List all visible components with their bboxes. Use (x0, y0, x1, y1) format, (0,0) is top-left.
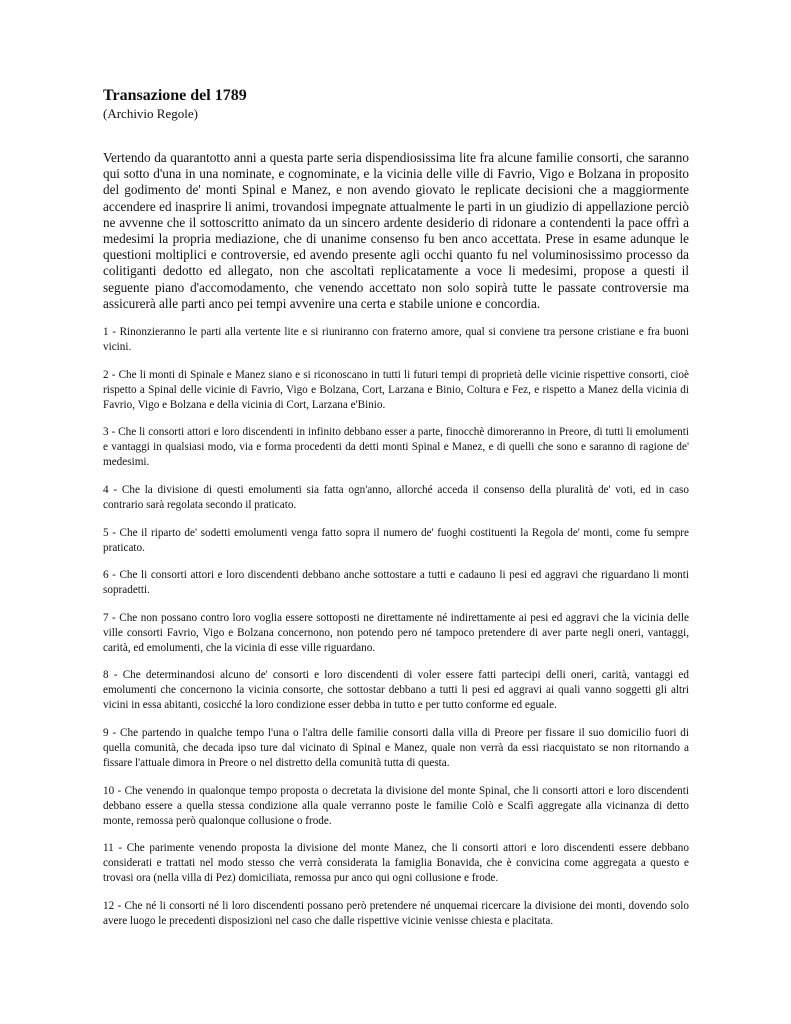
document-subtitle: (Archivio Regole) (103, 106, 198, 121)
clause-item: 1 - Rinonzieranno le parti alla vertente lite e si riuniranno con fraterno amore, qual si conviene tra persone cristiane e fra buoni vicini. (103, 326, 689, 354)
clause-item: 7 - Che non possano contro loro voglia essere sottoposti ne direttamente né indirettamente ai pesi ed aggravi che la vicinia delle ville consorti Favrio, Vigo e Bolzana concernono, non potendo pero né tampoco pretendere di aver parte negli oneri, vantaggi, carità, ed emolumenti, che la vicinia di esse ville riguardano. (103, 611, 689, 654)
clause-item: 4 - Che la divisione di questi emolumenti sia fatta ogn'anno, allorché acceda il consenso della pluralità de' voti, ed in caso contrario sarà regolata secondo il praticato. (103, 484, 689, 511)
clause-item: 12 - Che né li consorti né li loro discendenti possano però pretendere né unquemai ricercare la divisione dei monti, dovendo solo avere luogo le precedenti disposizioni nel caso che dalle rispettive vicinie venisse chiesta e placitata. (103, 899, 689, 927)
clause-item: 2 - Che li monti di Spinale e Manez siano e si riconoscano in tutti li futuri tempi di proprietà delle vicinie rispettive consorti, cioè rispetto a Spinal delle vicinie di Favrio, Vigo e Bolzana, Cort, Larzana e Binio, Coltura e Fez, e rispetto a Manez della vicinia di Favrio, Vigo e Bolzana e della vicinia di Cort, Larzana e'Binio. (103, 368, 689, 411)
document-page (103, 86, 689, 941)
clause-item: 10 - Che venendo in qualonque tempo proposta o decretata la divisione del monte Spinal, che li consorti attori e loro discendenti debbano essere a quella stessa condizione alla quale verranno poste le familie Colò e Scalfì aggregate alla vicinanza di detto monte, remossa però qualonque collusione o frode. (103, 784, 689, 827)
clause-item: 3 - Che li consorti attori e loro discendenti in infinito debbano esser a parte, finocchè dimoreranno in Preore, di tutti li emolumenti e vantaggi in qualsiasi modo, via e forma procedenti da detti monti Spinal e Manez, e di quelli che sono e saranno di ragione de' medesimi. (103, 426, 689, 469)
clause-item: 9 - Che partendo in qualche tempo l'una o l'altra delle familie consorti dalla villa di Preore per fissare il suo domicilio fuori di quella comunità, che decada ipso ture dal vicinato di Spinal e Manez, quale non verrà da essi riacquistato se non ritornando a fissare l'attuale dimora in Preore o nel distretto della comunità tutta di questa. (103, 726, 689, 769)
clause-item: 5 - Che il riparto de' sodetti emolumenti venga fatto sopra il numero de' fuoghi costituenti la Regola de' monti, come fu sempre praticato. (103, 526, 689, 554)
clause-item: 11 - Che parimente venendo proposta la divisione del monte Manez, che li consorti attori e loro discendenti essere debbano considerati e trattati nel modo stesso che verrà considerata la famiglia Bonavida, che è convicina come aggregata a questo e trovasi ora (nella villa di Pez) domiciliata, remossa pur anco qui ogni collusione e frode. (103, 842, 689, 885)
document-title: Transazione del 1789 (103, 87, 247, 104)
intro-paragraph: Vertendo da quarantotto anni a questa parte seria dispendiosissima lite fra alcune familie consorti, che saranno qui sotto d'una in una nominate, e cognominate, e la vicinia delle ville di Favrio, Vigo e Bolzana in proposito del godimento de' monti Spinal e Manez, e non avendo giovato le replicate decisioni che a maggiormente accendere ed inasprire li animi, trovandosi impegnate attualmente le parti in un giudizio di appellazione perciò ne avvenne che il sottoscritto animato da un sincero ardente desiderio di ridonare a contendenti la pace offrì a medesimi la propria mediazione, che di unanime consenso fu ben anco accettata. Prese in esame adunque le questioni moltiplici e controversie, ed avendo presente agli occhi quanto fu nel voluminosissimo processo da colitiganti dedotto ed allegato, non che ascoltati replicatamente a voce li medesimi, propose a questi il seguente piano d'accomodamento, che venendo accettato non solo sopirà tutte le passate controversie ma assicurerà alle parti anco pei tempi avvenire una certa e stabile unione e concordia. (103, 150, 689, 311)
clause-list (103, 325, 689, 929)
clause-item: 6 - Che li consorti attori e loro discendenti debbano anche sottostare a tutti e cadauno li pesi ed aggravi che riguardano li monti sopradetti. (103, 569, 689, 597)
clause-item: 8 - Che determinandosi alcuno de' consorti e loro discendenti di voler essere fatti partecipi delli oneri, carità, vantaggi ed emolumenti che concernono la vicinia consorte, che sottostar debbano a tutti li pesi ed aggravi ai quali vanno soggetti gli altri vicini in essa abitanti, cosicché la loro condizione esser debba in tutto e per tutto conforme ed eguale. (103, 669, 689, 712)
